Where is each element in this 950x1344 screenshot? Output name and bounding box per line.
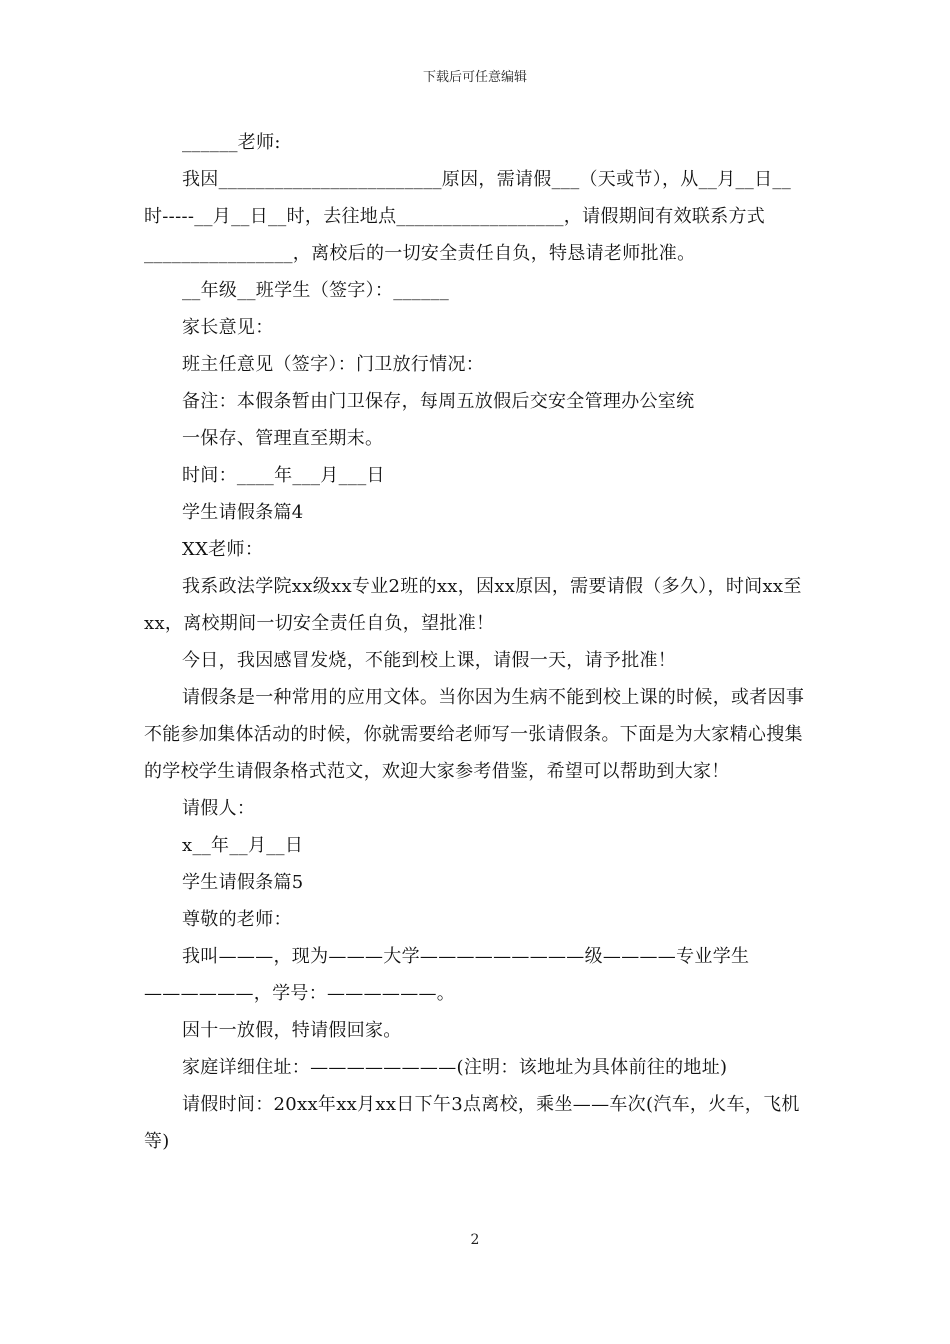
paragraph-leave-request-form: 我因________________________原因，需请假___（天或节），从__月__日__时-----__月__日__时，去往地点__________________，请假期间有效联系方式________________，离校后的一切安全责任自负，特恳请老师批准。 [144, 169, 791, 264]
paragraph-sick-leave: 今日，我因感冒发烧，不能到校上课，请假一天，请予批准！ [182, 650, 677, 671]
paragraph-remark: 备注：本假条暂由门卫保存，每周五放假后交安全管理办公室统 [182, 391, 695, 412]
paragraph-headteacher-opinion: 班主任意见（签字）：门卫放行情况： [182, 354, 485, 375]
paragraph-salutation-4: XX老师： [182, 539, 264, 560]
paragraph-holiday: 因十一放假，特请假回家。 [182, 1020, 402, 1041]
paragraph-parent-opinion: 家长意见： [182, 317, 274, 338]
paragraph-date-4: x__年__月__日 [182, 835, 304, 856]
page-header: 下载后可任意编辑 [422, 70, 527, 85]
paragraph-address: 家庭详细住址：————————(注明：该地址为具体前往的地址) [182, 1057, 728, 1078]
paragraph-teacher-salutation: ______老师: [182, 132, 281, 153]
section-heading-4: 学生请假条篇4 [182, 502, 304, 523]
paragraph-date-line: 时间：____年___月___日 [182, 465, 385, 486]
paragraph-body-5: 我叫———，现为———大学—————————级————专业学生——————，学号：——————。 [144, 946, 750, 1004]
page-number: 2 [470, 1232, 480, 1248]
paragraph-leave-time: 请假时间：20xx年xx月xx日下午3点离校，乘坐——车次(汽车，火车，飞机等) [144, 1094, 800, 1152]
paragraph-remark-continued: 一保存、管理直至期末。 [182, 428, 384, 449]
paragraph-salutation-5: 尊敬的老师： [182, 909, 292, 930]
paragraph-student-signature: __年级__班学生（签字）：______ [182, 280, 449, 301]
section-heading-5: 学生请假条篇5 [182, 872, 304, 893]
paragraph-body-4: 我系政法学院xx级xx专业2班的xx，因xx原因，需要请假（多久），时间xx至xx，离校期间一切安全责任自负，望批准！ [144, 576, 802, 634]
paragraph-requester: 请假人： [182, 798, 256, 819]
paragraph-intro: 请假条是一种常用的应用文体。当你因为生病不能到校上课的时候，或者因事不能参加集体活动的时候，你就需要给老师写一张请假条。下面是为大家精心搜集的学校学生请假条格式范文，欢迎大家参考借鉴，希望可以帮助到大家！ [144, 687, 805, 782]
document-body [144, 124, 809, 1160]
